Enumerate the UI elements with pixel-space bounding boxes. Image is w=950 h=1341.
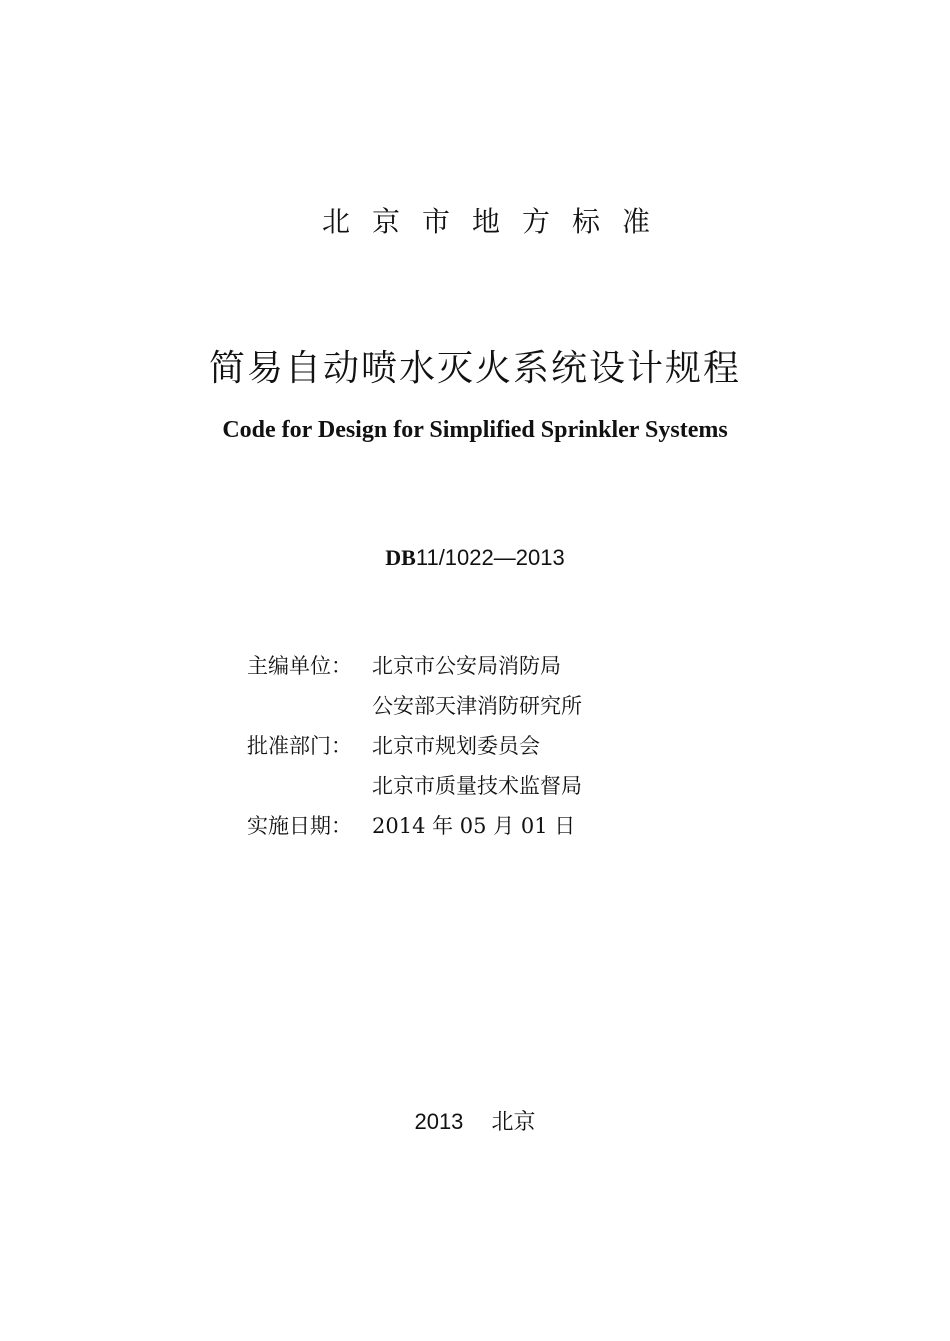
approver-value-2: 北京市质量技术监督局 bbox=[372, 774, 582, 798]
date-label: 实施日期： bbox=[247, 814, 352, 838]
editor-row bbox=[247, 650, 582, 690]
approver-value-1: 北京市规划委员会 bbox=[372, 734, 540, 758]
footer-year-place: 2013 北京 bbox=[414, 1109, 536, 1134]
editor-label: 主编单位： bbox=[247, 654, 352, 678]
editor-value-2: 公安部天津消防研究所 bbox=[372, 694, 582, 718]
title-english: Code for Design for Simplified Sprinkler Systems bbox=[222, 417, 728, 443]
blank-label bbox=[247, 770, 372, 810]
standard-code-number: 11/1022—2013 bbox=[415, 545, 565, 570]
date-value: 2014 年 05 月 01 日 bbox=[372, 814, 576, 838]
standard-type-label: 北京市地方标准 bbox=[321, 205, 672, 238]
approver-row bbox=[247, 730, 582, 770]
blank-label bbox=[247, 690, 372, 730]
standard-code-prefix: DB bbox=[385, 545, 416, 570]
editor-row-2 bbox=[247, 690, 582, 730]
standard-code bbox=[0, 545, 950, 571]
approver-row-2 bbox=[247, 770, 582, 810]
date-row bbox=[247, 810, 582, 850]
title-chinese: 简易自动喷水灭火系统设计规程 bbox=[208, 348, 741, 389]
publication-info bbox=[247, 650, 582, 850]
editor-value-1: 北京市公安局消防局 bbox=[372, 654, 561, 678]
approver-label: 批准部门： bbox=[247, 734, 352, 758]
